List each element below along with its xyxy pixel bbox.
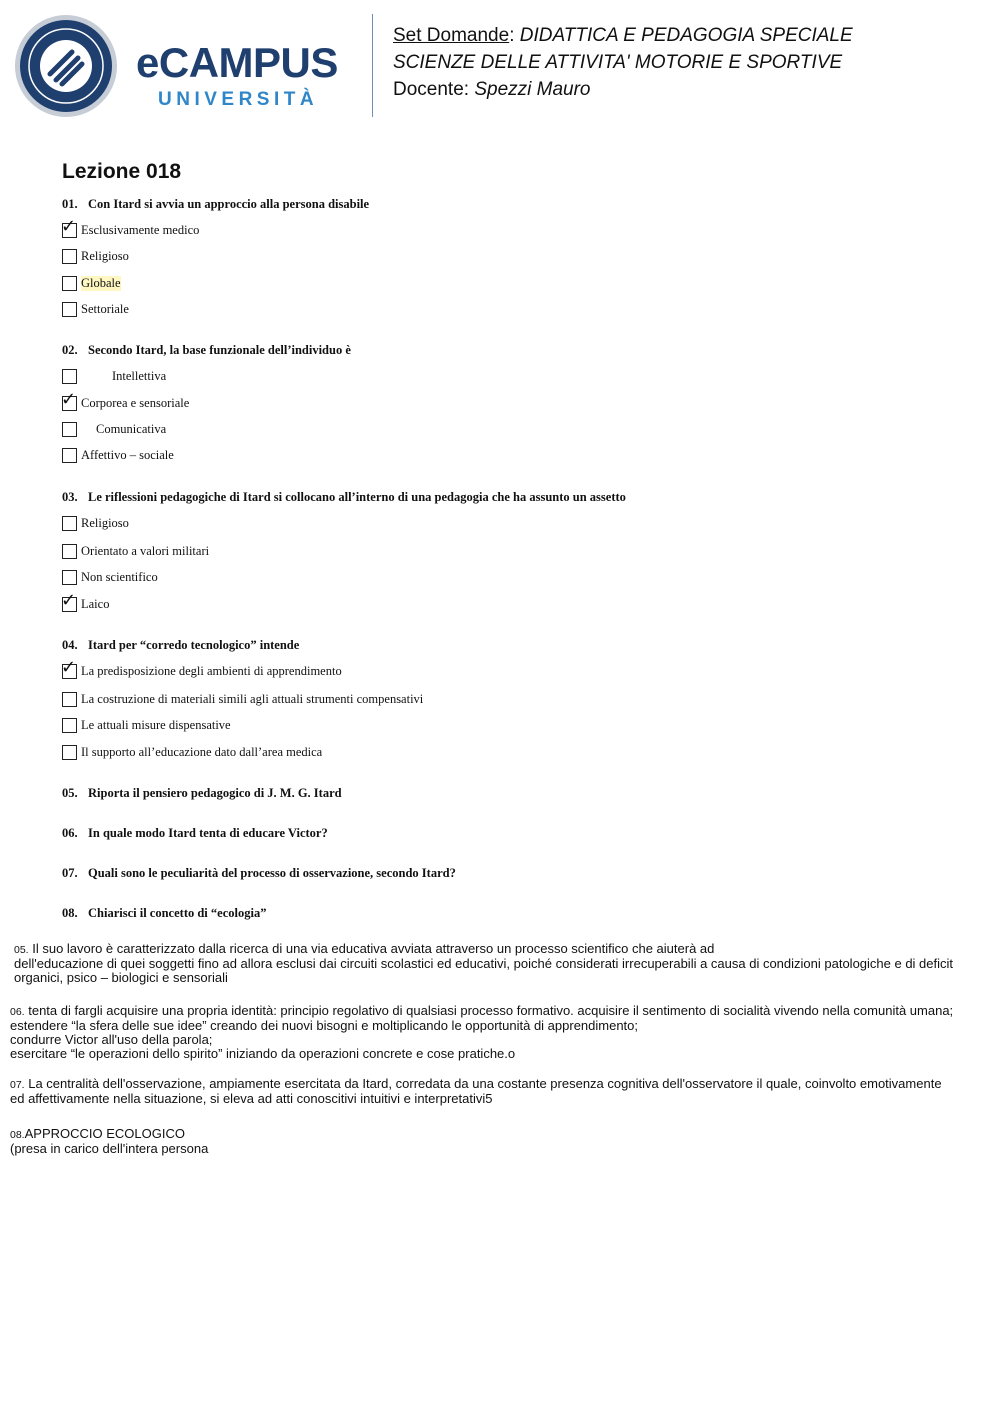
brand-subtitle: UNIVERSITÀ (158, 89, 319, 110)
option-label: La costruzione di materiali simili agli attuali strumenti compensativi (81, 691, 424, 706)
question-05 (62, 786, 342, 801)
checkbox[interactable] (62, 692, 77, 707)
question-text: Le riflessioni pedagogiche di Itard si collocano all’interno di una pedagogia che ha assunto un assetto (88, 490, 626, 504)
answer-07 (10, 1077, 990, 1106)
question-08 (62, 906, 266, 921)
checkmark-icon: ✓ (61, 215, 77, 237)
checkbox[interactable] (62, 544, 77, 559)
option-label: Religioso (81, 248, 129, 263)
checkbox[interactable] (62, 718, 77, 733)
question-02 (62, 343, 351, 358)
option-label: Non scientifico (81, 569, 158, 584)
teacher-name: Spezzi Mauro (474, 79, 591, 100)
option-row[interactable] (62, 274, 121, 292)
lesson-title: Lezione 018 (62, 160, 182, 183)
option-row[interactable] (62, 446, 174, 464)
question-number: 07. (62, 866, 78, 880)
option-row[interactable] (62, 568, 158, 586)
option-label: Settoriale (81, 301, 129, 316)
answer-number: 05. (14, 944, 29, 956)
question-03 (62, 490, 626, 505)
option-row[interactable] (61, 215, 200, 239)
option-label: Esclusivamente medico (81, 222, 200, 237)
checkmark-icon: ✓ (61, 388, 77, 410)
option-row[interactable] (62, 300, 129, 318)
option-row[interactable] (62, 743, 322, 761)
option-label: Corporea e sensoriale (81, 395, 190, 410)
option-label: Religioso (81, 515, 129, 530)
option-label: Comunicativa (96, 421, 167, 436)
teacher-label: Docente: (393, 79, 470, 100)
teacher-line (393, 76, 853, 103)
answer-number: 08. (10, 1129, 25, 1141)
checkbox[interactable] (62, 570, 77, 585)
option-row[interactable] (62, 542, 209, 560)
option-label: Affettivo – sociale (81, 447, 174, 462)
question-number: 02. (62, 343, 78, 357)
option-row[interactable] (62, 716, 231, 734)
answer-05 (14, 942, 989, 985)
checkbox[interactable] (62, 516, 77, 531)
question-07 (62, 866, 456, 881)
option-row[interactable] (62, 514, 129, 532)
checkbox[interactable] (62, 448, 77, 463)
option-row[interactable] (62, 367, 166, 385)
header-divider (372, 14, 373, 117)
question-number: 06. (62, 826, 78, 840)
question-text: Secondo Itard, la base funzionale dell’individuo è (88, 343, 351, 357)
question-text: Quali sono le peculiarità del processo di osservazione, secondo Itard? (88, 866, 456, 880)
set-line: Set Domande: DIDATTICA E PEDAGOGIA SPECIALE (393, 25, 853, 46)
answer-text: tenta di fargli acquisire una propria identità: principio regolativo di qualsiasi processo formativo. acquisire il sentimento di socialità vivendo nella comunità umana; estendere “la sfera delle sue idee” creando dei nuovi bisogni e moltiplicando le opportunità di apprendimento; condurre Victor all'uso della parola; esercitare “le operazioni dello spirito” iniziando da operazioni concrete e cose pratiche.o (10, 1003, 954, 1061)
question-text: Chiarisci il concetto di “ecologia” (88, 906, 267, 920)
course-name: SCIENZE DELLE ATTIVITA' MOTORIE E SPORTIVE (393, 52, 843, 73)
question-text: Riporta il pensiero pedagogico di J. M. G. Itard (88, 786, 342, 800)
answer-08 (10, 1127, 990, 1156)
answer-text: APPROCCIO ECOLOGICO (presa in carico dell'intera persona (10, 1126, 209, 1156)
option-row[interactable] (61, 656, 342, 680)
university-seal-icon (14, 14, 118, 118)
checkmark-icon: ✓ (61, 589, 77, 611)
brand-name: eCAMPUS (136, 39, 338, 86)
checkbox[interactable] (61, 589, 77, 612)
option-label: Orientato a valori militari (81, 543, 210, 558)
question-number: 05. (62, 786, 78, 800)
question-06 (62, 826, 328, 841)
option-label: Le attuali misure dispensative (81, 717, 231, 732)
question-text: Con Itard si avvia un approccio alla persona disabile (88, 197, 370, 211)
answer-text: La centralità dell'osservazione, ampiamente esercitata da Itard, corredata da una costante presenza cognitiva dell'osservatore il quale, coinvolto emotivamente ed affettivamente nella situazione, si eleva ad atti conoscitivi intuitivi e interpretativi5 (10, 1076, 942, 1106)
option-label: Il supporto all’educazione dato dall’area medica (81, 744, 323, 759)
question-text: In quale modo Itard tenta di educare Victor? (88, 826, 328, 840)
answer-number: 06. (10, 1006, 25, 1018)
checkbox[interactable] (62, 369, 77, 384)
header-info (393, 22, 853, 103)
question-number: 03. (62, 490, 78, 504)
checkmark-icon: ✓ (61, 656, 77, 678)
checkbox[interactable] (61, 656, 77, 679)
question-01 (62, 197, 369, 212)
checkbox[interactable] (62, 276, 77, 291)
option-label-highlighted: Globale (81, 275, 121, 290)
checkbox[interactable] (61, 388, 77, 411)
answer-06 (10, 1004, 990, 1061)
answer-text: Il suo lavoro è caratterizzato dalla ricerca di una via educativa avviata attraverso un processo scientifico che aiuterà ad dell'educazione di quei soggetti fino ad allora esclusi dai circuiti scolastici ed educativi, poiché considerati irrecuperabili a causa di condizioni patologiche e di deficit organici, psico – biologici e sensoriali (14, 941, 954, 985)
option-row[interactable] (62, 247, 129, 265)
option-row[interactable] (62, 690, 423, 708)
checkbox[interactable] (61, 215, 77, 238)
question-number: 04. (62, 638, 78, 652)
checkbox[interactable] (62, 745, 77, 760)
set-label: Set Domande (393, 25, 510, 46)
option-row[interactable] (61, 589, 110, 613)
answer-number: 07. (10, 1079, 25, 1091)
question-number: 01. (62, 197, 78, 211)
option-label: Laico (81, 596, 110, 611)
option-row[interactable] (62, 420, 166, 438)
set-value: DIDATTICA E PEDAGOGIA SPECIALE (519, 25, 853, 46)
option-label: Intellettiva (112, 368, 167, 383)
checkbox[interactable] (62, 249, 77, 264)
question-04 (62, 638, 299, 653)
question-text: Itard per “corredo tecnologico” intende (88, 638, 300, 652)
question-number: 08. (62, 906, 78, 920)
checkbox[interactable] (62, 302, 77, 317)
checkbox[interactable] (62, 422, 77, 437)
option-label: La predisposizione degli ambienti di apprendimento (81, 663, 342, 678)
ecampus-logo (14, 14, 359, 118)
option-row[interactable] (61, 388, 190, 412)
